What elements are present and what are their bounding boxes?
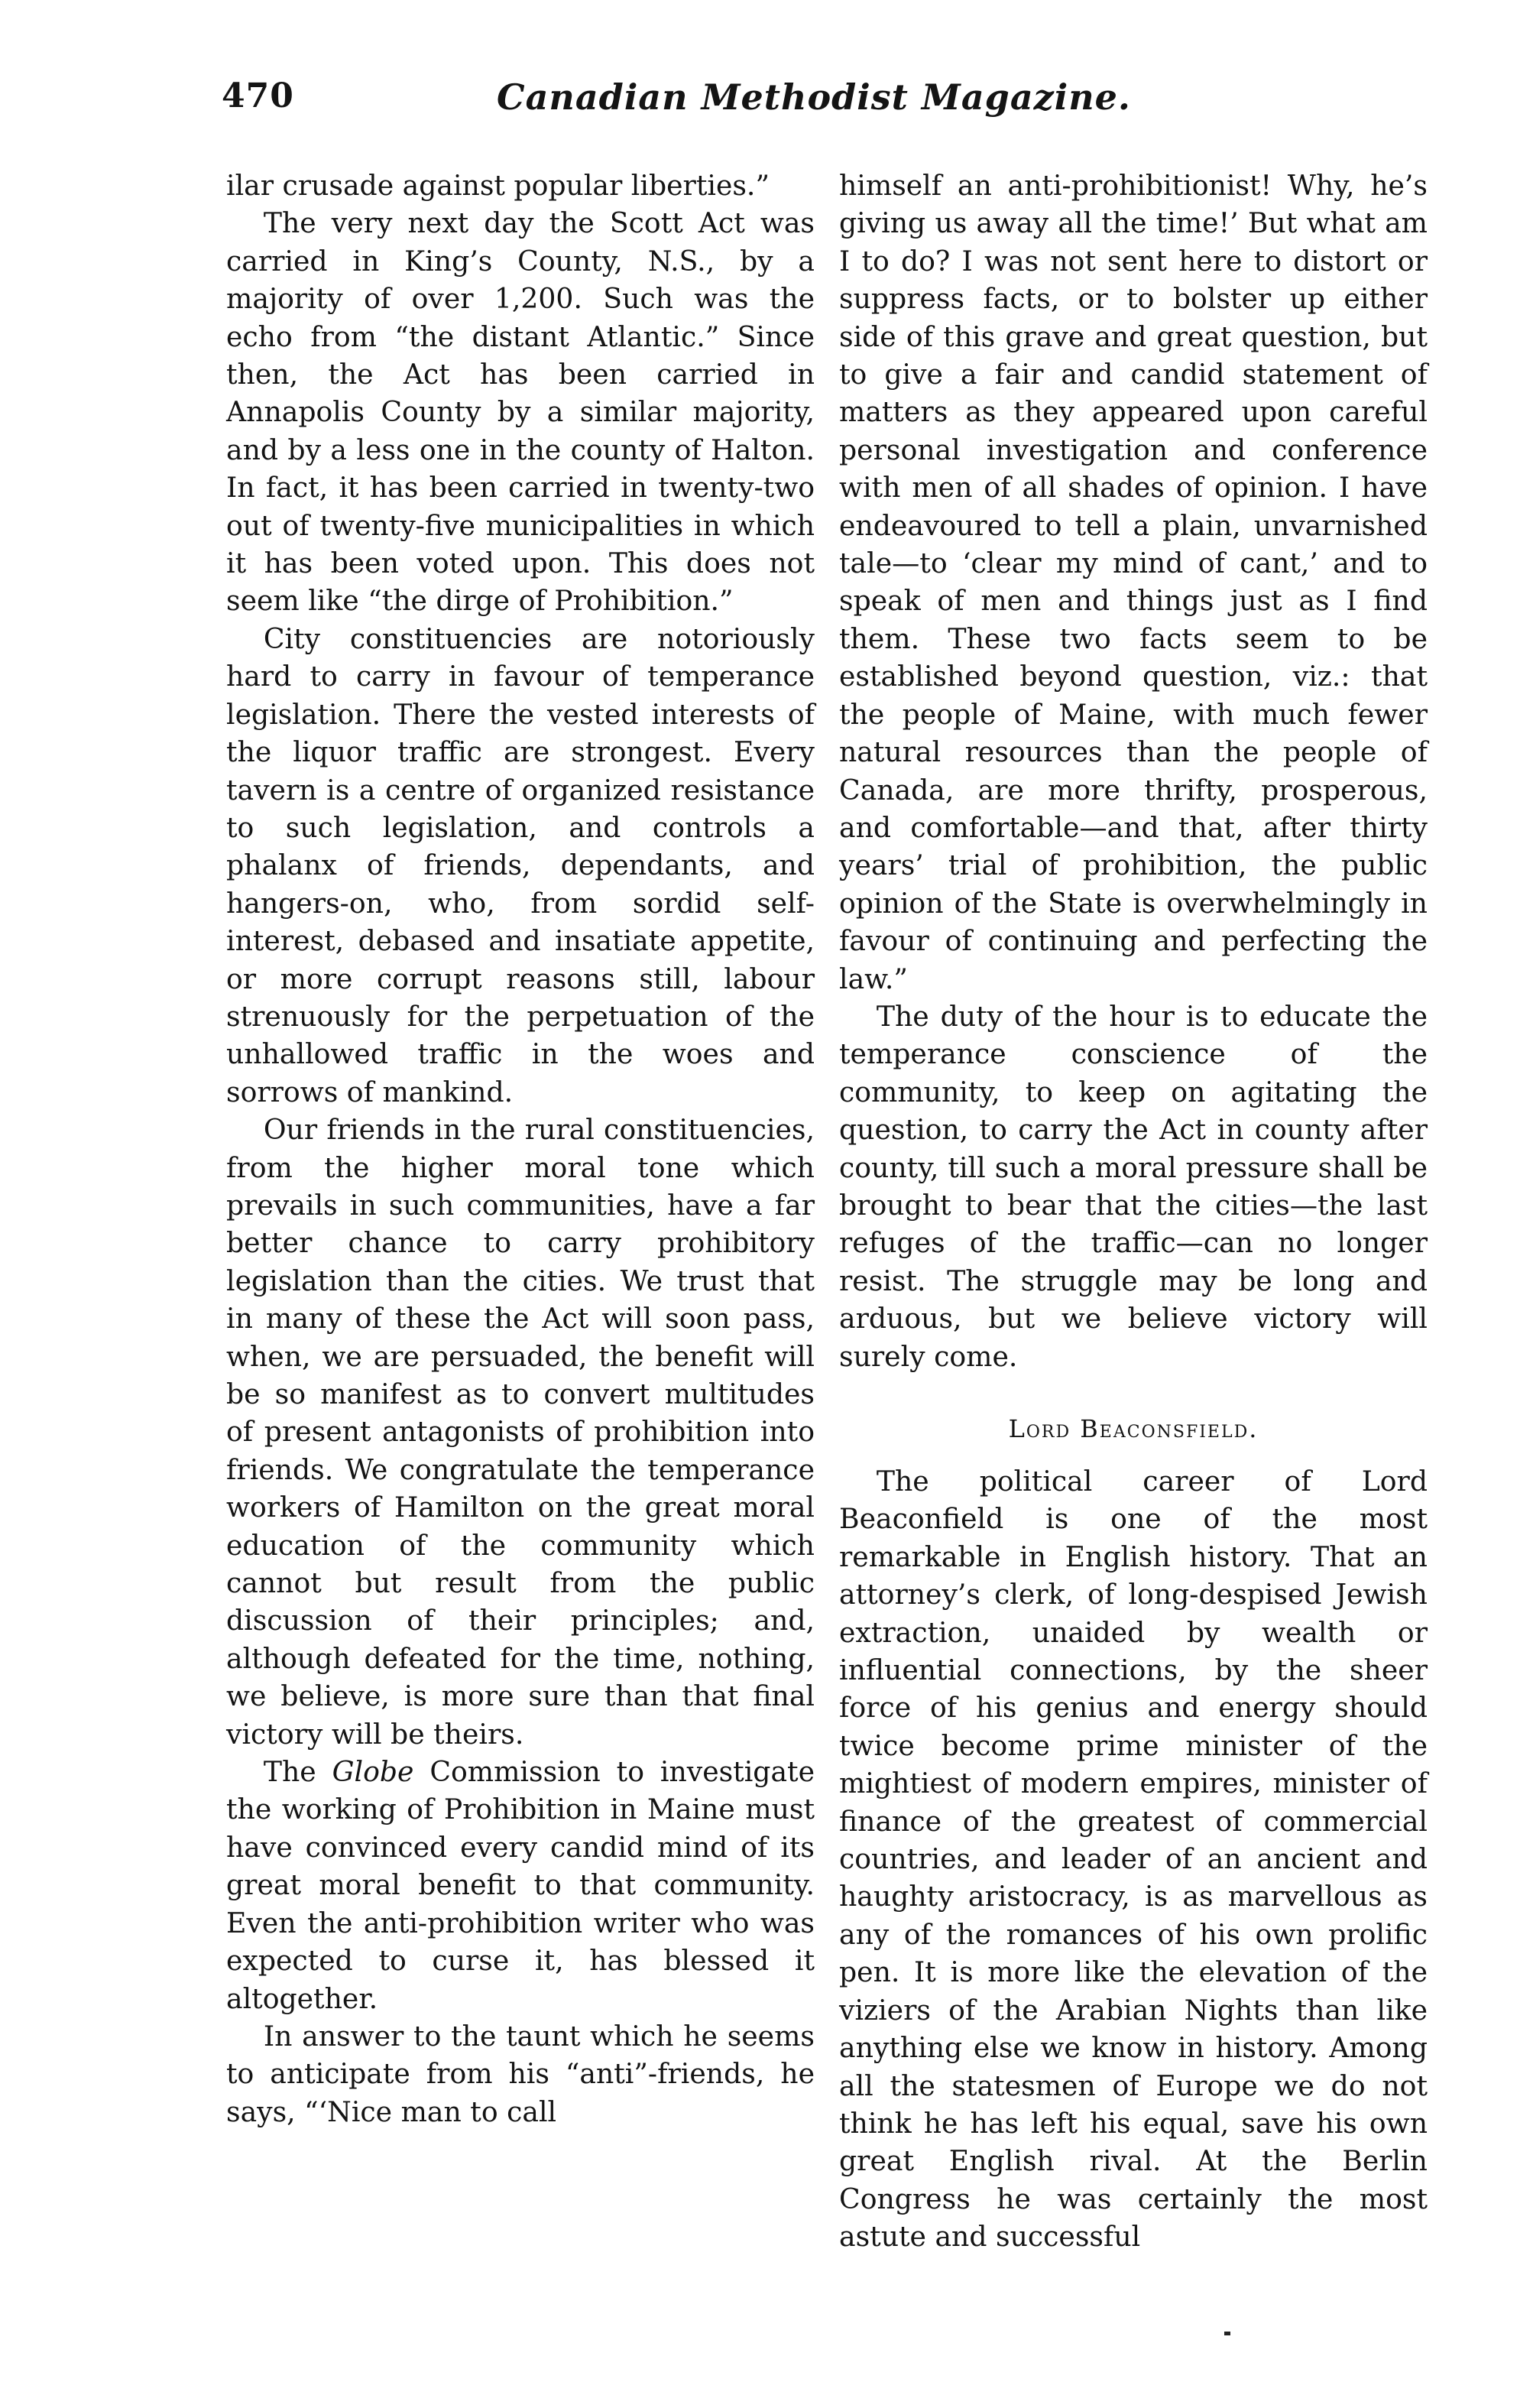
section-heading-lord-beaconsfield: Lord Beaconsfield. (1008, 1414, 1259, 1443)
left-column (226, 167, 815, 2131)
globe-title: Globe (332, 1755, 414, 1789)
paragraph-continuation: ilar crusade against popular liberties.” (226, 169, 770, 202)
running-head (222, 76, 1429, 130)
paragraph-rural-constituencies: Our friends in the rural constituencies, from the higher moral tone which prevails in such communities, have a far better chance to carry prohibitory legislation than the cities. We trust that in many of these the Act will soon pass, when, we are persuaded, the benefit will be so manifest as to convert multitudes of present antagonists of prohibition into friends. We congratulate the temperance workers of Hamilton on the great moral education of the community which cannot but result from the public discussion of their principles; and, although defeated for the time, nothing, we believe, is more sure than that final victory will be theirs. (226, 1113, 815, 1751)
paragraph-globe-commission (226, 1753, 815, 2017)
paragraph-duty-of-the-hour: The duty of the hour is to educate the temperance conscience of the community, to keep on agitating the question, to carry the Act in county after county, till such a moral pressure shall be brought to bear that the cities—the last refuges of the traffic—can no longer resist. The struggle may be long and arduous, but we believe victory will surely come. (839, 999, 1428, 1373)
paragraph-quote-continuation: himself an anti-prohibitionist! Why, he’s giving us away all the time!’ But what am I to do? I was not sent here to distort or suppress facts, or to bolster up either side of this grave and great question, but to give a fair and candid statement of matters as they appeared upon careful personal investigation and conference with men of all shades of opinion. I have endeavoured to tell a plain, unvarnished tale—to ‘clear my mind of cant,’ and to speak of men and things just as I find them. These two facts seem to be established beyond question, viz.: that the people of Maine, with much fewer natural resources than the people of Canada, are more thrifty, prosperous, and comfortable—and that, after thirty years’ trial of prohibition, the public opinion of the State is overwhelmingly in favour of continuing and perfecting the law.” (839, 169, 1428, 995)
globe-rest: Commission to investigate the working of Prohibition in Maine must have convinced every candid mind of its great moral benefit to that community. Even the anti-prohibition writer who was expected to curse it, has blessed it altogether. (226, 1755, 815, 2015)
page-number: 470 (222, 76, 294, 115)
paragraph-taunt: In answer to the taunt which he seems to anticipate from his “anti”-friends, he says, “‘Nice man to call (226, 2019, 815, 2128)
paragraph-city-constituencies: City constituencies are notoriously hard to carry in favour of temperance legislation. There the vested interests of the liquor traffic are strongest. Every tavern is a centre of organized resistance to such legislation, and controls a phalanx of friends, dependants, and hangers-on, who, from sordid self-interest, debased and insatiate appetite, or more corrupt reasons still, labour strenuously for the perpetuation of the unhallowed traffic in the woes and sorrows of mankind. (226, 621, 815, 1108)
paragraph-scott-act: The very next day the Scott Act was carried in King’s County, N.S., by a majority of over 1,200. Such was the echo from “the distant Atlantic.” Since then, the Act has been carried in Annapolis County by a similar majority, and by a less one in the county of Halton. In fact, it has been carried in twenty-two out of twenty-five municipalities in which it has been voted upon. This does not seem like “the dirge of Prohibition.” (226, 206, 815, 618)
paragraph-beaconsfield-career: The political career of Lord Beaconfield is one of the most remarkable in English history. That an attorney’s clerk, of long-despised Jewish extraction, unaided by wealth or influential connections, by the sheer force of his genius and energy should twice become prime minister of the mightiest of modern empires, minister of finance of the greatest of commercial countries, and leader of an ancient and haughty aristocracy, is as marvellous as any of the romances of his own prolific pen. It is more like the elevation of the viziers of the Arabian Nights than like anything else we know in history. Among all the statesmen of Europe we do not think he has left his equal, save his own great English rival. At the Berlin Congress he was certainly the most astute and successful (839, 1465, 1428, 2254)
footer-printer-mark (1224, 2332, 1230, 2335)
right-column (839, 167, 1428, 2256)
globe-prefix: The (263, 1755, 332, 1789)
journal-title: Canadian Methodist Magazine. (497, 76, 1131, 118)
